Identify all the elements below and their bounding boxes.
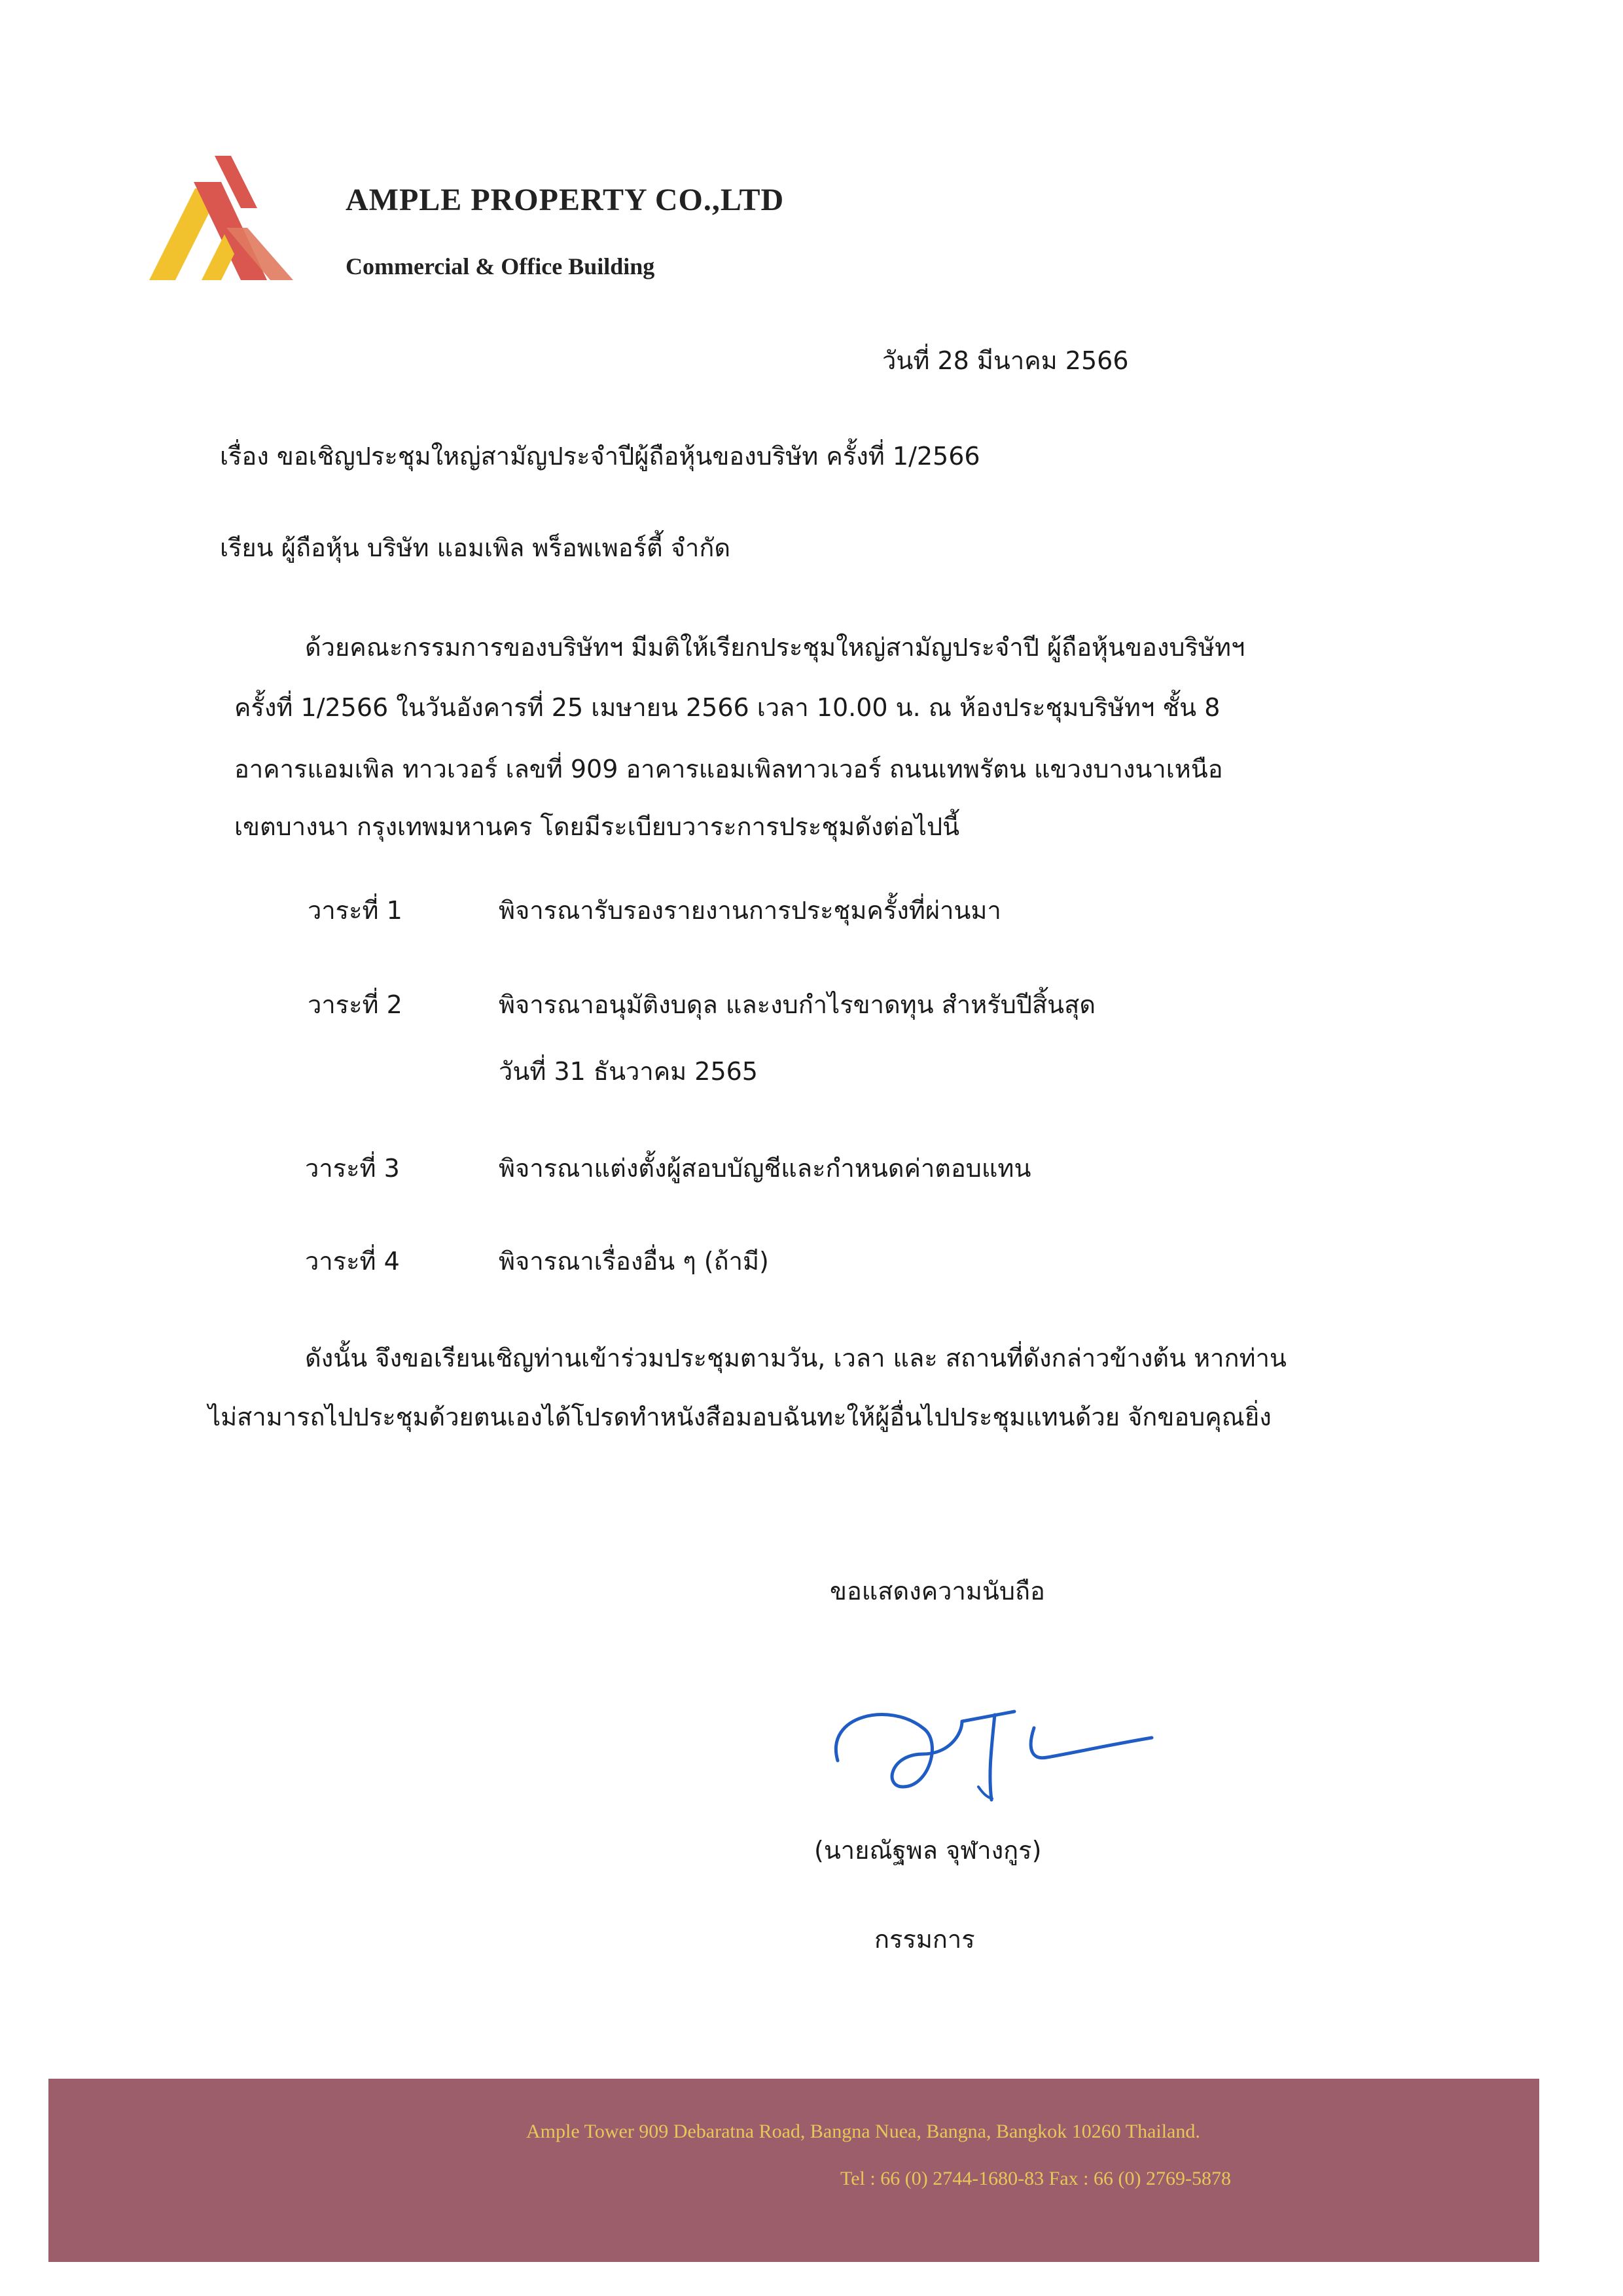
closing-paragraph-line: ไม่สามารถไปประชุมด้วยตนเองได้โปรดทำหนังสือมอบฉันทะให้ผู้อื่นไปประชุมแทนด้วย จักขอบคุณยิ่ง [208, 1403, 1272, 1431]
intro-line: ครั้งที่ 1/2566 ในวันอังคารที่ 25 เมษายน 2566 เวลา 10.00 น. ณ ห้องประชุมบริษัทฯ ชั้น 8 [234, 693, 1221, 722]
letter-date: วันที่ 28 มีนาคม 2566 [882, 346, 1129, 375]
intro-line: อาคารแอมเพิล ทาวเวอร์ เลขที่ 909 อาคารแอมเพิลทาวเวอร์ ถนนเทพรัตน แขวงบางนาเหนือ [234, 755, 1223, 783]
agenda-item-text: พิจารณาเรื่องอื่น ๆ (ถ้ามี) [499, 1247, 769, 1276]
signer-name: (นายณัฐพล จุฬางกูร) [814, 1836, 1042, 1865]
agenda-item-label: วาระที่ 1 [308, 896, 402, 925]
intro-line: เขตบางนา กรุงเทพมหานคร โดยมีระเบียบวาระการประชุมดังต่อไปนี้ [234, 812, 960, 841]
agenda-item-label: วาระที่ 3 [305, 1154, 400, 1183]
company-name: AMPLE PROPERTY CO.,LTD [346, 183, 785, 217]
agenda-item-text: พิจารณารับรองรายงานการประชุมครั้งที่ผ่านมา [499, 896, 1001, 925]
company-logo-icon [149, 156, 293, 280]
agenda-item-label: วาระที่ 4 [305, 1247, 400, 1276]
agenda-item-text: พิจารณาอนุมัติงบดุล และงบกำไรขาดทุน สำหรับปีสิ้นสุด [499, 990, 1096, 1019]
sign-off: ขอแสดงความนับถือ [830, 1577, 1045, 1605]
handwritten-signature [812, 1676, 1165, 1826]
signer-title: กรรมการ [874, 1925, 975, 1954]
footer-band [48, 2079, 1539, 2262]
intro-line: ด้วยคณะกรรมการของบริษัทฯ มีมติให้เรียกประชุมใหญ่สามัญประจำปี ผู้ถือหุ้นของบริษัทฯ [305, 633, 1245, 662]
agenda-item-label: วาระที่ 2 [308, 990, 402, 1019]
letter-subject: เรื่อง ขอเชิญประชุมใหญ่สามัญประจำปีผู้ถือหุ้นของบริษัท ครั้งที่ 1/2566 [220, 442, 980, 471]
footer-contact: Tel : 66 (0) 2744-1680-83 Fax : 66 (0) 2769-5878 [840, 2168, 1231, 2189]
company-tagline: Commercial & Office Building [346, 253, 655, 279]
closing-paragraph-line: ดังนั้น จึงขอเรียนเชิญท่านเข้าร่วมประชุมตามวัน, เวลา และ สถานที่ดังกล่าวข้างต้น หากท่าน [305, 1344, 1287, 1372]
agenda-item-text: พิจารณาแต่งตั้งผู้สอบบัญชีและกำหนดค่าตอบแทน [499, 1154, 1031, 1183]
letter-addressee: เรียน ผู้ถือหุ้น บริษัท แอมเพิล พร็อพเพอร์ตี้ จำกัด [220, 533, 731, 562]
agenda-item-text-continued: วันที่ 31 ธันวาคม 2565 [499, 1057, 758, 1086]
footer-address: Ample Tower 909 Debaratna Road, Bangna Nuea, Bangna, Bangkok 10260 Thailand. [526, 2121, 1200, 2142]
